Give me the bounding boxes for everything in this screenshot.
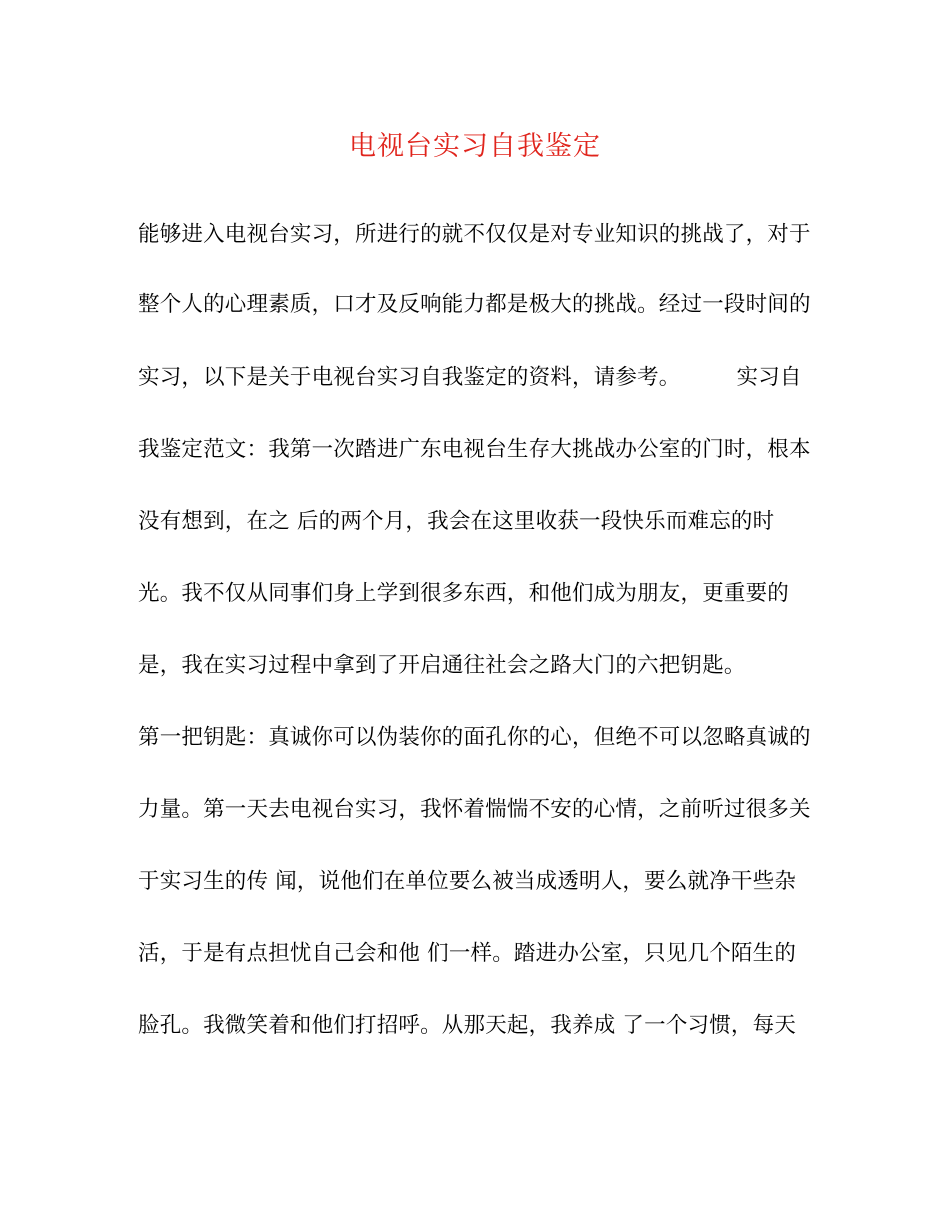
body-line-5: 没有想到，在之 后的两个月，我会在这里收获一段快乐而难忘的时 — [138, 509, 775, 534]
document-title: 电视台实习自我鉴定 — [349, 131, 601, 162]
body-line-6: 光。我不仅从同事们身上学到很多东西，和他们成为朋友，更重要的 — [138, 581, 790, 606]
body-line-10: 于实习生的传 闻，说他们在单位要么被当成透明人，要么就净干些杂 — [138, 869, 797, 894]
body-line-1: 能够进入电视台实习，所进行的就不仅仅是对专业知识的挑战了，对于 — [138, 222, 811, 247]
body-line-3-heading: 实习自 — [736, 365, 802, 390]
body-line-8: 第一把钥匙：真诚你可以伪装你的面孔你的心，但绝不可以忽略真诚的 — [138, 725, 811, 750]
body-line-4: 我鉴定范文：我第一次踏进广东电视台生存大挑战办公室的门时，根本 — [138, 437, 811, 462]
body-line-9: 力量。第一天去电视台实习，我怀着惴惴不安的心情，之前听过很多关 — [138, 797, 811, 822]
body-line-3-text: 实习，以下是关于电视台实习自我鉴定的资料，请参考。 — [138, 365, 681, 390]
body-line-3 — [138, 361, 802, 395]
body-line-12: 脸孔。我微笑着和他们打招呼。从那天起，我养成 了一个习惯，每天 — [138, 1013, 797, 1038]
body-line-7: 是，我在实习过程中拿到了开启通往社会之路大门的六把钥匙。 — [138, 653, 746, 678]
body-line-11: 活，于是有点担忧自己会和他 们一样。踏进办公室，只见几个陌生的 — [138, 941, 797, 966]
body-line-2: 整个人的心理素质，口才及反响能力都是极大的挑战。经过一段时间的 — [138, 292, 811, 317]
